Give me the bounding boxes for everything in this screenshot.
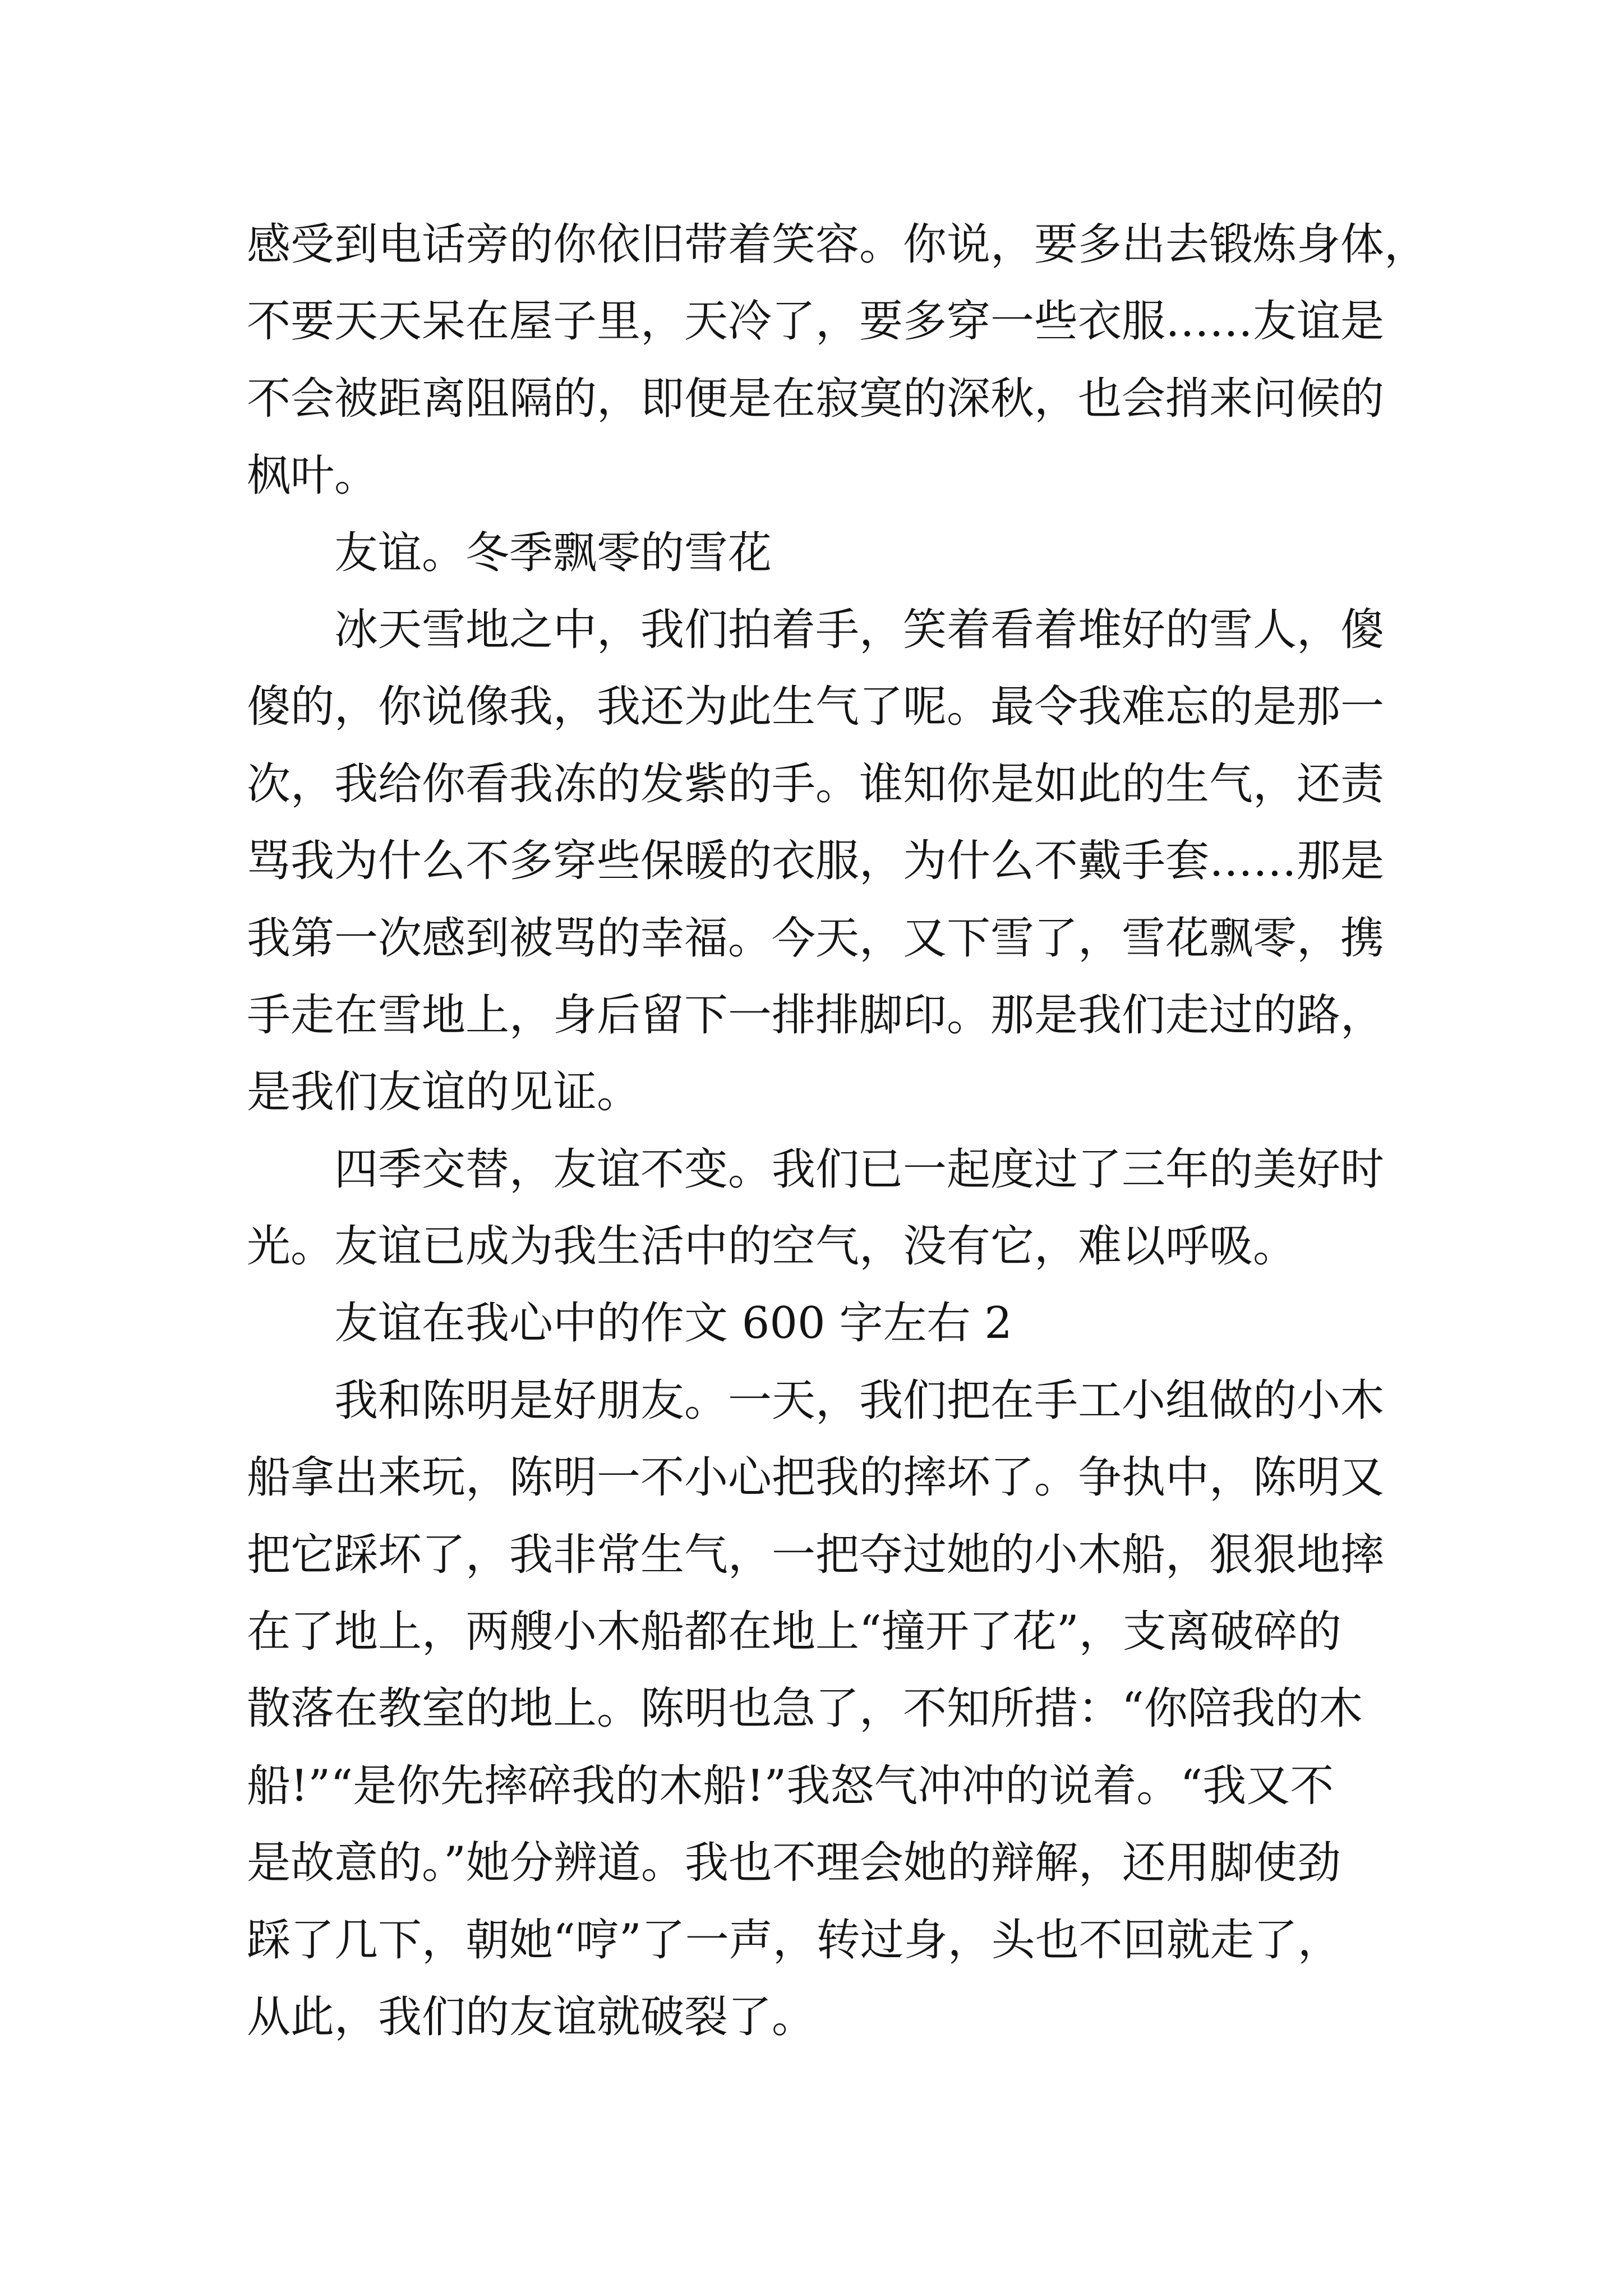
text-line: 我和陈明是好朋友。一天，我们把在手工小组做的小木 bbox=[334, 1375, 1385, 1426]
text-line: 船拿出来玩，陈明一不小心把我的摔坏了。争执中，陈明又 bbox=[247, 1452, 1385, 1503]
text-line: 骂我为什么不多穿些保暖的衣服，为什么不戴手套……那是 bbox=[247, 836, 1385, 887]
text-line: 手走在雪地上，身后留下一排排脚印。那是我们走过的路， bbox=[247, 990, 1385, 1041]
essay-text bbox=[247, 206, 1428, 2056]
text-line: 从此，我们的友谊就破裂了。 bbox=[247, 1991, 816, 2042]
essay-title: 友谊在我心中的作文 600 字左右 2 bbox=[334, 1298, 1012, 1349]
text-line: 冰天雪地之中，我们拍着手，笑着看着堆好的雪人，傻 bbox=[334, 604, 1385, 655]
text-line: 光。友谊已成为我生活中的空气，没有它，难以呼吸。 bbox=[247, 1221, 1297, 1272]
text-line: 次，我给你看我冻的发紫的手。谁知你是如此的生气，还责 bbox=[247, 758, 1385, 809]
text-line: 不要天天呆在屋子里，天冷了，要多穿一些衣服……友谊是 bbox=[247, 296, 1385, 347]
text-line: 我第一次感到被骂的幸福。今天，又下雪了，雪花飘零，携 bbox=[247, 913, 1385, 964]
section-heading: 友谊。冬季飘零的雪花 bbox=[334, 527, 772, 578]
text-line: 在了地上，两艘小木船都在地上“撞开了花”，支离破碎的 bbox=[247, 1607, 1341, 1658]
text-line: 把它踩坏了，我非常生气，一把夺过她的小木船，狠狠地摔 bbox=[247, 1529, 1385, 1580]
text-line: 枫叶。 bbox=[247, 450, 379, 501]
text-line: 踩了几下，朝她“哼”了一声，转过身，头也不回就走了， bbox=[247, 1915, 1341, 1966]
text-line: 傻的，你说像我，我还为此生气了呢。最令我难忘的是那一 bbox=[247, 682, 1385, 733]
text-line: 不会被距离阻隔的，即便是在寂寞的深秋，也会捎来问候的 bbox=[247, 373, 1385, 424]
text-line: 是我们友谊的见证。 bbox=[247, 1067, 641, 1118]
text-line: 四季交替，友谊不变。我们已一起度过了三年的美好时 bbox=[334, 1144, 1385, 1195]
text-line: 船!”“是你先摔碎我的木船!”我怒气冲冲的说着。“我又不 bbox=[247, 1760, 1334, 1811]
text-line: 感受到电话旁的你依旧带着笑容。你说，要多出去锻炼身体， bbox=[247, 219, 1428, 270]
text-line: 散落在教室的地上。陈明也急了，不知所措：“你陪我的木 bbox=[247, 1683, 1363, 1734]
text-line: 是故意的。”她分辨道。我也不理会她的辩解，还用脚使劲 bbox=[247, 1838, 1341, 1889]
